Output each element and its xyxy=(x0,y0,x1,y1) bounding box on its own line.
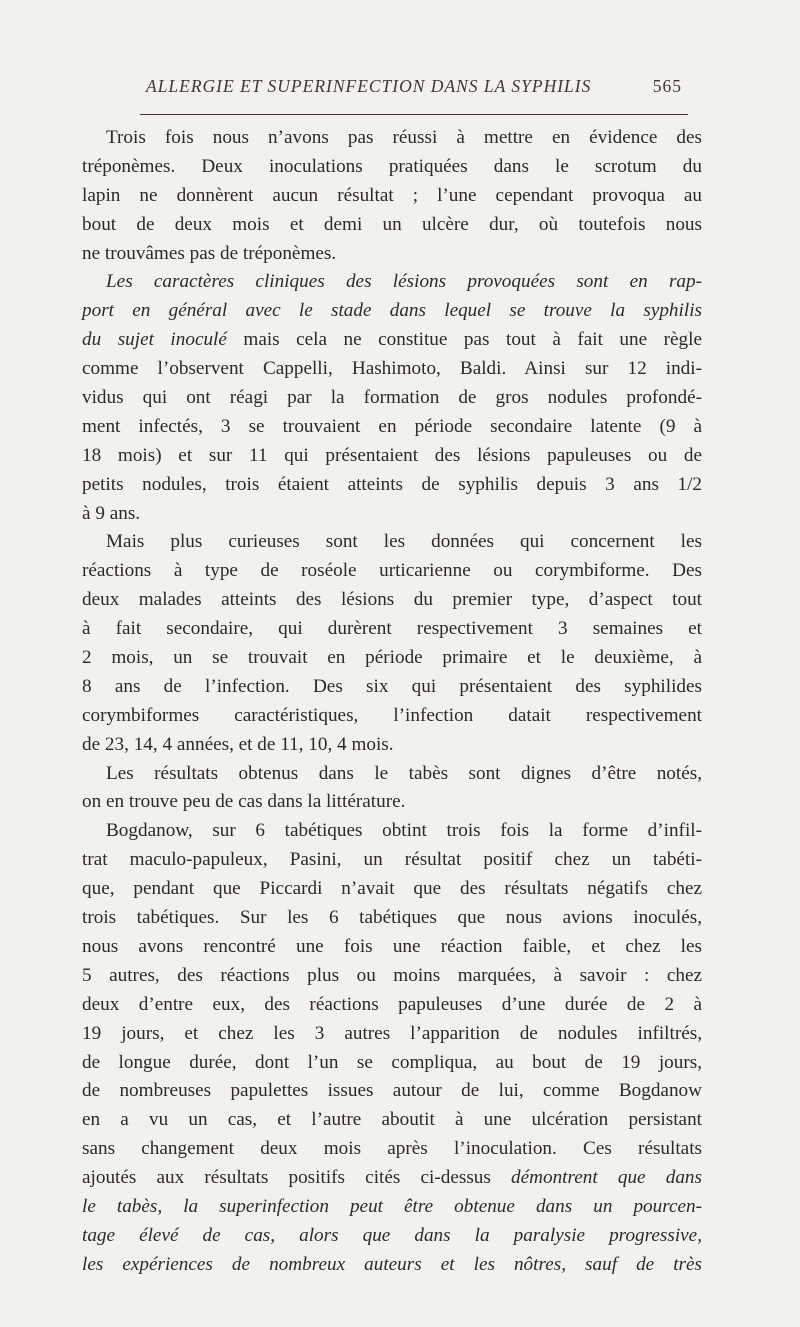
text-line xyxy=(82,1251,702,1280)
text-line xyxy=(82,413,702,442)
roman-text: ajoutés aux résultats positifs cités ci-dessus xyxy=(82,1167,512,1189)
text-line xyxy=(82,528,702,557)
roman-text: petits nodules, trois étaient atteints de syphilis depuis 3 ans 1/2 xyxy=(82,473,702,495)
italic-text: du sujet inoculé xyxy=(82,329,227,351)
body-text xyxy=(82,124,702,1280)
italic-text: le tabès, la superinfection peut être obtenue dans un pourcen- xyxy=(82,1195,702,1217)
roman-text: en a vu un cas, et l’autre aboutit à une ulcération persistant xyxy=(82,1109,702,1131)
roman-text: 5 autres, des réactions plus ou moins marquées, à savoir : chez xyxy=(82,964,702,986)
roman-text: à 9 ans. xyxy=(82,502,141,524)
roman-text: de longue durée, dont l’un se compliqua, au bout de 19 jours, xyxy=(82,1051,702,1073)
roman-text: corymbiformes caractéristiques, l’infection datait respectivement xyxy=(82,704,702,726)
text-line xyxy=(82,384,702,413)
text-line xyxy=(82,846,702,875)
roman-text: 8 ans de l’infection. Des six qui présentaient des syphilides xyxy=(82,675,702,697)
text-line xyxy=(82,817,702,846)
roman-text: de 23, 14, 4 années, et de 11, 10, 4 mois. xyxy=(82,733,394,755)
roman-text: Mais plus curieuses sont les données qui concernent les xyxy=(106,531,702,553)
roman-text: 18 mois) et sur 11 qui présentaient des lésions papuleuses ou de xyxy=(82,444,702,466)
text-line xyxy=(82,1222,702,1251)
roman-text: de nombreuses papulettes issues autour de lui, comme Bogdanow xyxy=(82,1080,702,1102)
roman-text: nous avons rencontré une fois une réaction faible, et chez les xyxy=(82,935,702,957)
roman-text: à fait secondaire, qui durèrent respectivement 3 semaines et xyxy=(82,618,702,640)
text-line xyxy=(82,557,702,586)
italic-text: les expériences de nombreux auteurs et les nôtres, sauf de très xyxy=(82,1253,702,1275)
text-line xyxy=(82,326,702,355)
text-line xyxy=(82,1193,702,1222)
page-number: 565 xyxy=(652,76,682,96)
roman-text: on en trouve peu de cas dans la littérature. xyxy=(82,791,406,813)
roman-text: tréponèmes. Deux inoculations pratiquées dans le scrotum du xyxy=(82,155,702,177)
text-line xyxy=(82,904,702,933)
roman-text: deux malades atteints des lésions du premier type, d’aspect tout xyxy=(82,589,702,611)
roman-text: ment infectés, 3 se trouvaient en période secondaire latente (9 à xyxy=(82,415,702,437)
text-line xyxy=(82,962,702,991)
roman-text: 19 jours, et chez les 3 autres l’apparition de nodules infiltrés, xyxy=(82,1022,702,1044)
roman-text: Bogdanow, sur 6 tabétiques obtint trois fois la forme d’infil- xyxy=(106,820,702,842)
italic-text: démontrent que dans xyxy=(511,1167,702,1189)
text-line xyxy=(82,1077,702,1106)
roman-text: mais cela ne constitue pas tout à fait une règle xyxy=(226,329,702,351)
text-line xyxy=(82,933,702,962)
text-line xyxy=(82,788,702,817)
roman-text: comme l’observent Cappelli, Hashimoto, Baldi. Ainsi sur 12 indi- xyxy=(82,358,702,380)
roman-text: lapin ne donnèrent aucun résultat ; l’une cependant provoqua au xyxy=(82,184,702,206)
roman-text: vidus qui ont réagi par la formation de gros nodules profondé- xyxy=(82,387,702,409)
text-line xyxy=(82,442,702,471)
text-line xyxy=(82,124,702,153)
text-line xyxy=(82,702,702,731)
text-line xyxy=(82,1135,702,1164)
italic-text: Les caractères cliniques des lésions provoquées sont en rap- xyxy=(106,271,702,293)
running-head xyxy=(146,76,682,100)
roman-text: trois tabétiques. Sur les 6 tabétiques que nous avions inoculés, xyxy=(82,907,702,929)
roman-text: 2 mois, un se trouvait en période primaire et le deuxième, à xyxy=(82,647,702,669)
text-line xyxy=(82,211,702,240)
roman-text: que, pendant que Piccardi n’avait que des résultats négatifs chez xyxy=(82,878,702,900)
running-title: ALLERGIE ET SUPERINFECTION DANS LA SYPHILIS xyxy=(146,76,592,96)
roman-text: sans changement deux mois après l’inoculation. Ces résultats xyxy=(82,1138,702,1160)
text-line xyxy=(82,1164,702,1193)
text-line xyxy=(82,355,702,384)
header-rule xyxy=(140,114,688,115)
text-line xyxy=(82,731,702,760)
text-line xyxy=(82,1049,702,1078)
text-line xyxy=(82,240,702,269)
text-line xyxy=(82,586,702,615)
text-line xyxy=(82,268,702,297)
roman-text: ne trouvâmes pas de tréponèmes. xyxy=(82,242,337,264)
text-line xyxy=(82,182,702,211)
text-line xyxy=(82,760,702,789)
roman-text: deux d’entre eux, des réactions papuleuses d’une durée de 2 à xyxy=(82,993,702,1015)
text-line xyxy=(82,875,702,904)
roman-text: bout de deux mois et demi un ulcère dur, où toutefois nous xyxy=(82,213,702,235)
text-line xyxy=(82,471,702,500)
text-line xyxy=(82,1020,702,1049)
roman-text: Trois fois nous n’avons pas réussi à mettre en évidence des xyxy=(106,127,702,148)
italic-text: tage élevé de cas, alors que dans la paralysie progressive, xyxy=(82,1224,702,1246)
roman-text: Les résultats obtenus dans le tabès sont dignes d’être notés, xyxy=(106,762,702,784)
text-line xyxy=(82,1106,702,1135)
text-line xyxy=(82,673,702,702)
text-line xyxy=(82,615,702,644)
text-line xyxy=(82,153,702,182)
text-line xyxy=(82,297,702,326)
text-line xyxy=(82,644,702,673)
roman-text: trat maculo-papuleux, Pasini, un résultat positif chez un tabéti- xyxy=(82,849,702,871)
roman-text: réactions à type de roséole urticarienne ou corymbiforme. Des xyxy=(82,560,702,582)
text-line xyxy=(82,991,702,1020)
text-line xyxy=(82,500,702,529)
italic-text: port en général avec le stade dans lequel se trouve la syphilis xyxy=(82,300,702,322)
